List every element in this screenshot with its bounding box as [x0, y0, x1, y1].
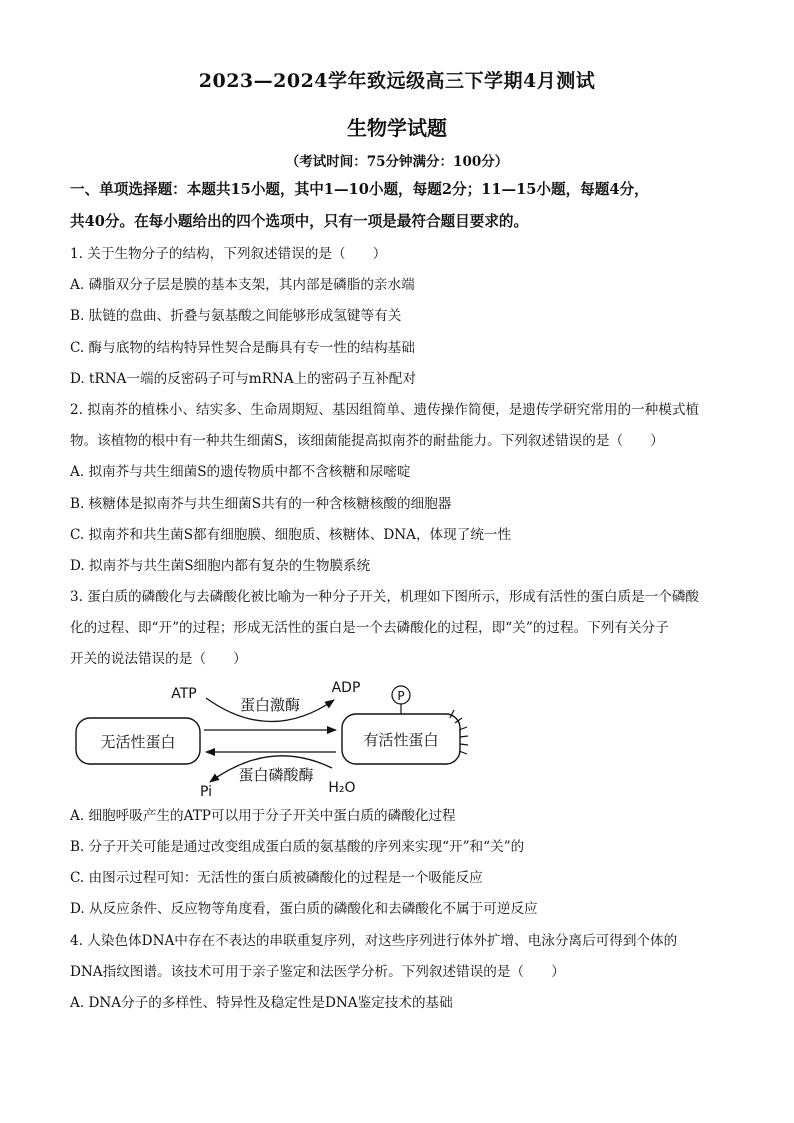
exam-subtitle: 生物学试题	[347, 116, 447, 140]
q4-option-a: A. DNA分子的多样性、特异性及稳定性是DNA鉴定技术的基础	[70, 995, 453, 1011]
q1-option-c: C. 酶与底物的结构特异性契合是酶具有专一性的结构基础	[70, 340, 415, 356]
q1-stem: 1. 关于生物分子的结构，下列叙述错误的是（ ）	[70, 246, 387, 262]
q2-option-c: C. 拟南芥和共生菌S都有细胞膜、细胞质、核糖体、DNA，体现了统一性	[70, 527, 512, 543]
exam-title: 2023—2024学年致远级高三下学期4月测试	[198, 70, 596, 92]
q2-option-d: D. 拟南芥与共生菌S细胞内都有复杂的生物膜系统	[70, 558, 371, 574]
adp-label: ADP	[331, 680, 361, 696]
q1-option-a: A. 磷脂双分子层是膜的基本支架，其内部是磷脂的亲水端	[70, 277, 415, 293]
section-heading-line2: 共40分。在每小题给出的四个选项中，只有一项是最符合题目要求的。	[70, 213, 529, 230]
section-heading-line1: 一、单项选择题：本题共15小题，其中1—10小题，每题2分；11—15小题，每题4分，	[70, 181, 649, 198]
pi-label: Pi	[199, 784, 213, 800]
q4-stem-line2: DNA指纹图谱。该技术可用于亲子鉴定和法医学分析。下列叙述错误的是（ ）	[70, 964, 565, 980]
kinase-label: 蛋白激酶	[239, 696, 301, 714]
active-site-ticks	[450, 710, 468, 754]
phosphate-label: P	[397, 689, 405, 703]
q3-stem-line3: 开关的说法错误的是（ ）	[70, 651, 247, 667]
q2-option-a: A. 拟南芥与共生细菌S的遗传物质中都不含核糖和尿嘧啶	[70, 464, 411, 480]
q3-stem-line1: 3. 蛋白质的磷酸化与去磷酸化被比喻为一种分子开关，机理如下图所示，形成有活性的蛋白质是一个磷酸	[70, 589, 700, 605]
q3-option-c: C. 由图示过程可知：无活性的蛋白质被磷酸化的过程是一个吸能反应	[70, 870, 483, 886]
q3-stem-line2: 化的过程、即“开”的过程；形成无活性的蛋白是一个去磷酸化的过程，即“关”的过程。下列有关分子	[70, 620, 669, 636]
q3-option-b: B. 分子开关可能是通过改变组成蛋白质的氨基酸的序列来实现“开”和“关”的	[70, 839, 525, 855]
q1-option-b: B. 肽链的盘曲、折叠与氨基酸之间能够形成氢键等有关	[70, 308, 402, 324]
exam-info: （考试时间：75分钟满分：100分）	[285, 154, 509, 170]
water-label: H₂O	[328, 780, 356, 796]
inactive-protein-label: 无活性蛋白	[100, 733, 176, 751]
q4-stem-line1: 4. 人染色体DNA中存在不表达的串联重复序列，对这些序列进行体外扩增、电泳分离后可得到个体的	[70, 933, 678, 949]
molecular-switch-diagram	[70, 676, 510, 800]
q1-option-d: D. tRNA一端的反密码子可与mRNA上的密码子互补配对	[70, 371, 416, 387]
q3-option-d: D. 从反应条件、反应物等角度看，蛋白质的磷酸化和去磷酸化不属于可逆反应	[70, 901, 538, 917]
active-protein-label: 有活性蛋白	[363, 731, 439, 749]
q2-option-b: B. 核糖体是拟南芥与共生细菌S共有的一种含核糖核酸的细胞器	[70, 496, 452, 512]
q2-stem-line2: 物。该植物的根中有一种共生细菌S，该细菌能提高拟南芥的耐盐能力。下列叙述错误的是（ ）	[70, 433, 664, 449]
atp-label: ATP	[171, 686, 197, 702]
q3-option-a: A. 细胞呼吸产生的ATP可以用于分子开关中蛋白质的磷酸化过程	[70, 808, 456, 824]
phosphatase-label: 蛋白磷酸酶	[238, 766, 314, 784]
q2-stem-line1: 2. 拟南芥的植株小、结实多、生命周期短、基因组简单、遗传操作简便，是遗传学研究常用的一种模式植	[70, 402, 700, 418]
